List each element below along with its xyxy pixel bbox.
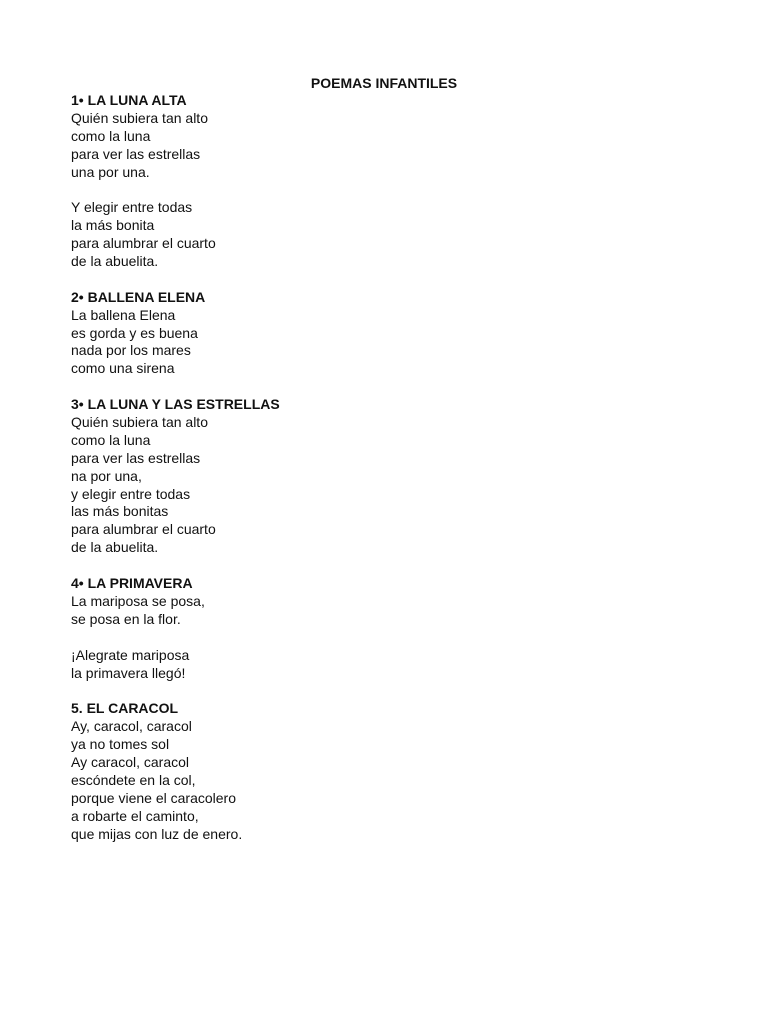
verse-line: nada por los mares <box>71 342 191 359</box>
verse-line: como una sirena <box>71 360 175 377</box>
poem-break <box>71 378 711 396</box>
poem-break <box>71 271 711 289</box>
stanza <box>71 593 711 629</box>
verse-line: ya no tomes sol <box>71 736 170 753</box>
verse-line: ¡Alegrate mariposa <box>71 646 190 663</box>
verse-line: y elegir entre todas <box>71 485 191 502</box>
stanza <box>71 199 711 271</box>
stanza <box>71 110 711 182</box>
verse-line: la más bonita <box>71 217 155 234</box>
stanza <box>71 647 711 683</box>
stanza-break <box>71 181 711 199</box>
document-title: POEMAS INFANTILES <box>310 75 458 91</box>
poem-heading: 3• LA LUNA Y LAS ESTRELLAS <box>71 396 280 413</box>
poem <box>71 289 711 378</box>
poem <box>71 396 711 557</box>
verse-line: a robarte el caminto, <box>71 807 199 824</box>
poem <box>71 700 711 843</box>
poem-break <box>71 682 711 700</box>
verse-line: las más bonitas <box>71 503 169 520</box>
poem-break <box>71 557 711 575</box>
poem <box>71 575 711 682</box>
poem-heading: 5. EL CARACOL <box>71 700 179 717</box>
stanza <box>71 307 711 379</box>
verse-line: como la luna <box>71 127 151 144</box>
verse-line: una por una. <box>71 163 150 180</box>
verse-line: para alumbrar el cuarto <box>71 235 216 252</box>
verse-line: se posa en la flor. <box>71 610 181 627</box>
stanza-break <box>71 629 711 647</box>
verse-line: es gorda y es buena <box>71 324 198 341</box>
poem-heading: 1• LA LUNA ALTA <box>71 92 187 108</box>
verse-line: la primavera llegó! <box>71 664 186 681</box>
verse-line: escóndete en la col, <box>71 771 196 788</box>
verse-line: para ver las estrellas <box>71 449 201 466</box>
poem-list <box>71 92 711 843</box>
verse-line: que mijas con luz de enero. <box>71 825 243 842</box>
verse-line: porque viene el caracolero <box>71 789 236 806</box>
stanza <box>71 718 711 843</box>
poem-heading: 2• BALLENA ELENA <box>71 288 206 305</box>
verse-line: Y elegir entre todas <box>71 199 193 216</box>
poem <box>71 92 711 271</box>
verse-line: para alumbrar el cuarto <box>71 521 216 538</box>
verse-line: para ver las estrellas <box>71 145 201 162</box>
verse-line: Ay, caracol, caracol <box>71 718 192 735</box>
stanza <box>71 414 711 557</box>
verse-line: de la abuelita. <box>71 539 159 556</box>
verse-line: na por una, <box>71 467 142 484</box>
verse-line: Quién subiera tan alto <box>71 109 208 126</box>
verse-line: Quién subiera tan alto <box>71 414 208 431</box>
poem-heading: 4• LA PRIMAVERA <box>71 575 193 592</box>
verse-line: La mariposa se posa, <box>71 592 205 609</box>
verse-line: como la luna <box>71 431 151 448</box>
verse-line: Ay caracol, caracol <box>71 753 190 770</box>
verse-line: La ballena Elena <box>71 306 176 323</box>
verse-line: de la abuelita. <box>71 253 159 270</box>
